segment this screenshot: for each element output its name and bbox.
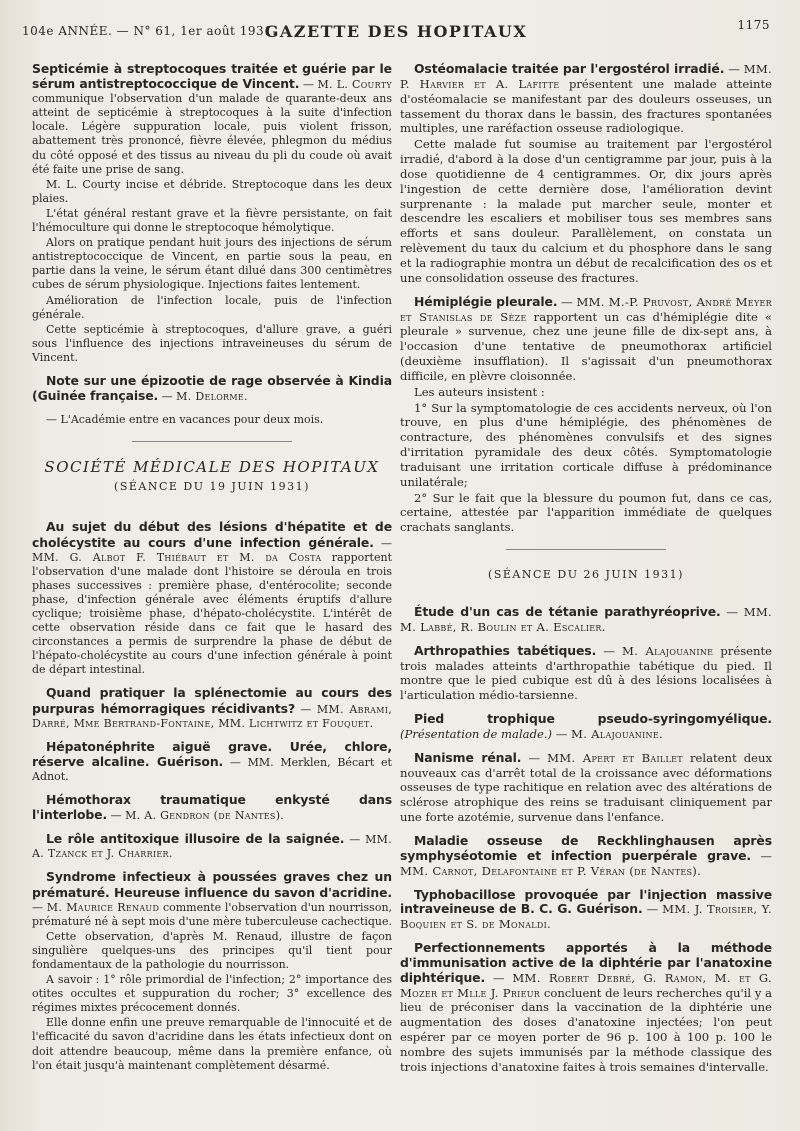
article-text: concluent de leurs recherches qu'il y a lieu de préconiser dans la vaccination de la diphtérie une augmentation des doses d'anatoxine injectées; l'on peut espérer par ce moyen porter de 96 p. 100 à 100 p. 100 le nombre des sujets immunisés par la méthode classique des trois injections d'anatoxine faites à trois semaines d'intervalle. bbox=[400, 985, 772, 1074]
article-text: rapportent un cas d'hémiplégie dite « pleurale » survenue, chez une jeune fille de dix-sept ans, à l'occasion d'une tentative de pneumothorax artificiel (deuxième insufflation). Il s'agissait d'un pneumothorax difficile, en plèvre cloisonnée. bbox=[400, 309, 772, 383]
paragraph: Cette malade fut soumise au traitement par l'ergostérol irradié, d'abord à la dose d'un centigramme par jour, puis à la dose quotidienne de 4 centigrammes. Or, dix jours après l'ingestion de cette dernière dose, l'amélioration devint surprenante : la malade put marcher seule, monter et descendre les escaliers et mobiliser tous ses membres sans efforts et sans douleur. Parallèlement, on constata un relèvement du taux du calcium et du phosphore dans le sang et la radiographie montra un début de recalcification des os et une consolidation osseuse des fractures. bbox=[400, 137, 772, 285]
paragraph: Cette septicémie à streptocoques, d'allure grave, a guéri sous l'influence des injections intraveineuses du sérum de Vincent. bbox=[32, 322, 392, 364]
article-authors: MM. Carnot, Delafontaine et P. Véran (de Nantes). bbox=[400, 863, 702, 878]
article-title: Arthropathies tabétiques. bbox=[414, 642, 597, 658]
article-note: (Présentation de malade.) bbox=[400, 726, 553, 741]
article-osteomalacie: Ostéomalacie traitée par l'ergostérol irradié. — MM. P. Harvier et A. Lafitte présentent une malade atteinte d'ostéomalacie se manifestant par des douleurs osseuses, un tassement du thorax dans le bassin, des fractures spontanées multiples, une raréfaction osseuse radiologique. Cette malade fut soumise au traitement par l'ergostérol irradié, d'abord à la dose d'un centigramme par jour, puis à la dose quotidienne de 4 centigrammes. Or, dix jours après l'ingestion de cette dernière dose, l'amélioration devint surprenante : la malade put marcher seule, monter et descendre les escaliers et mobiliser tous ses membres sans efforts et sans douleur. Parallèlement, on constata un relèvement du taux du calcium et du phosphore dans le sang et la radiographie montra un début de recalcification des os et une consolidation osseuse des fractures. bbox=[400, 62, 772, 285]
article-reckhlinghausen: Maladie osseuse de Reckhlinghausen après symphyséotomie et infection puerpérale grave. — MM. Carnot, Delafontaine et P. Véran (de Nantes). bbox=[400, 832, 772, 878]
article-text: commente l'observation d'un nourrisson, prématuré né à sept mois d'une mère tuberculeuse cachectique. bbox=[32, 900, 392, 928]
article-title: Note sur une épizootie de rage observée à Kindia (Guinée française. bbox=[32, 372, 392, 404]
article-title: Perfectionnements apportés à la méthode d'immunisation active de la diphtérie par l'anatoxine diphtérique. bbox=[400, 940, 772, 985]
article-title: Septicémie à streptocoques traitée et guérie par le sérum antistreptococcique de Vincent. bbox=[32, 62, 392, 92]
article-acridine: Syndrome infectieux à poussées graves chez un prématuré. Heureuse influence du savon d'acridine. — M. Maurice Renaud commente l'observation d'un nourrisson, prématuré né à sept mois d'une mère tuberculeuse cachectique. Cette observation, d'après M. Renaud, illustre de façon singulière quelques-uns des principes qu'il tient pour fondamentaux de la pathologie du nourrisson. A savoir : 1° rôle primordial de l'infection; 2° importance des otites occultes et suppuration du rocher; 3° excellence des régimes mixtes précocement donnés. Elle donne enfin une preuve remarquable de l'innocuité et de l'efficacité du savon d'acridine dans les états infectieux dont on doit attendre beaucoup, même dans la première enfance, où l'on était jusqu'à maintenant complètement désarmé. bbox=[32, 869, 392, 1072]
article-title: Nanisme rénal. bbox=[414, 749, 522, 765]
article-typhobacillose: Typhobacillose provoquée par l'injection massive intraveineuse de B. C. G. Guérison. — MM. J. Troisier, Y. Boquien et S. de Monaldi. bbox=[400, 886, 772, 932]
article-text: communique l'observation d'un malade de quarante-deux ans atteint de septicémie à streptocoques à la suite d'infection locale. Légère suppuration locale, puis violent frisson, abattement très prononcé, fièvre élevée, phlegmon du médius du côté opposé et des tissus au niveau du pli du coude où avait été faite une prise de sang. bbox=[32, 92, 392, 176]
session-date: (SÉANCE DU 19 JUIN 1931) bbox=[114, 480, 310, 494]
article-tetanie: Étude d'un cas de tétanie parathyréoprive. — MM. M. Labbé, R. Boulin et A. Escalier. bbox=[400, 604, 772, 634]
article-text: L'Académie entre en vacances pour deux mois. bbox=[60, 413, 324, 427]
article-nanisme: Nanisme rénal. — MM. Apert et Baillet relatent deux nouveaux cas d'arrêt total de la croissance avec déformations osseuses de type rachitique en relation avec des altérations de sclérose atrophique des reins se traduisant cliniquement par une forte azotémie, survenue dans l'enfance. bbox=[400, 749, 772, 825]
article-authors: MM. P. Harvier et A. Lafitte bbox=[400, 62, 772, 91]
page-header bbox=[22, 14, 770, 42]
paragraph: Les auteurs insistent : bbox=[414, 384, 545, 399]
article-authors: M. Maurice Renaud bbox=[46, 900, 160, 914]
article-authors: M. Alajouanine. bbox=[571, 726, 663, 741]
article-saignee: Le rôle antitoxique illusoire de la saignée. — MM. A. Tzanck et J. Charrier. bbox=[32, 831, 392, 861]
article-authors: M. Alajouanine bbox=[621, 643, 714, 658]
article-arthropathies: Arthropathies tabétiques. — M. Alajouanine présente trois malades atteints d'arthropathie tabétique du pied. Il montre que le pied cubique est dû à des lésions localisées à l'articulation médio-tarsienne. bbox=[400, 642, 772, 703]
paragraph: Cette observation, d'après M. Renaud, illustre de façon singulière quelques-uns des principes qu'il tient pour fondamentaux de la pathologie du nourrisson. bbox=[32, 929, 392, 971]
list-item: 1° Sur la symptomatologie de ces accidents nerveux, où l'on trouve, en plus d'une hémiplégie, des phénomènes de contracture, des phénomènes convulsifs et des signes d'irritation pyramidale des deux côtés. Symptomatologie traduisant une irritation corticale diffuse à prédominance unilatérale; bbox=[400, 400, 772, 489]
article-authors: MM. Merklen, Bécart et Adnot. bbox=[32, 755, 392, 783]
article-title: Maladie osseuse de Reckhlinghausen après symphyséotomie et infection puerpérale grave. bbox=[400, 832, 772, 863]
article-splenectomie: Quand pratiquer la splénectomie au cours des purpuras hémorragiques récidivants? — MM. Abrami, Darré, Mme Bertrand-Fontaine, MM. Lichtwitz et Fouquet. bbox=[32, 685, 392, 730]
article-septicemie: Septicémie à streptocoques traitée et guérie par le sérum antistreptococcique de Vincent. — M. L. Courty communique l'observation d'un malade de quarante-deux ans atteint de septicémie à streptocoques à la suite d'infection locale. Légère suppuration locale, puis violent frisson, abattement très prononcé, fièvre élevée, phlegmon du médius du côté opposé et des tissus au niveau du pli du coude où avait été faite une prise de sang. M. L. Courty incise et débride. Streptocoque dans les deux plaies. L'état général restant grave et la fièvre persistante, on fait l'hémoculture qui donne le streptocoque hémolytique. Alors on pratique pendant huit jours des injections de sérum antistreptococcique de Vincent, en partie sous la peau, en partie dans la veine, le sérum étant dilué dans 300 centimètres cubes de sérum physiologique. Injections faites lentement. Amélioration de l'infection locale, puis de l'infection générale. Cette septicémie à streptocoques, d'allure grave, a guéri sous l'influence des injections intraveineuses du sérum de Vincent. bbox=[32, 62, 392, 364]
article-pied-trophique: Pied trophique pseudo-syringomyélique. (Présentation de malade.) — M. Alajouanine. bbox=[400, 711, 772, 741]
article-title: Hépatonéphrite aiguë grave. Urée, chlore, réserve alcaline. Guérison. bbox=[32, 738, 392, 769]
paragraph: Elle donne enfin une preuve remarquable de l'innocuité et de l'efficacité du savon d'acridine dans les états infectieux dont on doit attendre beaucoup, même dans la première enfance, où l'on était jusqu'à maintenant complètement désarmé. bbox=[32, 1016, 392, 1072]
article-title: Étude d'un cas de tétanie parathyréoprive. bbox=[414, 604, 721, 619]
article-title: Ostéomalacie traitée par l'ergostérol irradié. bbox=[414, 62, 725, 76]
article-title: Hémothorax traumatique enkysté dans l'interlobe. bbox=[32, 792, 392, 823]
article-title: Quand pratiquer la splénectomie au cours des purpuras hémorragiques récidivants? bbox=[32, 685, 392, 716]
separator bbox=[132, 441, 292, 442]
right-column bbox=[400, 62, 772, 1122]
article-text: rapportent l'observation d'une malade dont l'histoire se déroula en trois phases successives : première phase, d'entérocolite; seconde phase, d'infection générale avec éléments éruptifs d'allure cyclique; troisième phase, d'hépato-cholécystite. L'intérêt de cette observation réside dans ce fait que le hasard des circonstances a permis de surprendre la phase de début de l'hépato-cholécystite au cours d'une infection générale à point de départ intestinal. bbox=[32, 550, 392, 677]
article-authors: M. L. Courty bbox=[317, 78, 392, 92]
article-hemothorax: Hémothorax traumatique enkysté dans l'interlobe. — M. A. Gendron (de Nantes). bbox=[32, 792, 392, 823]
separator bbox=[506, 549, 666, 550]
article-text: présentent une malade atteinte d'ostéomalacie se manifestant par des douleurs osseuses, un tassement du thorax dans le bassin, des fractures spontanées multiples, une raréfaction osseuse radiologique. bbox=[400, 76, 772, 136]
article-title: Pied trophique pseudo-syringomyélique. bbox=[414, 711, 772, 727]
article-title: Typhobacillose provoquée par l'injection massive intraveineuse de B. C. G. Guérison. bbox=[400, 886, 772, 917]
article-title: Le rôle antitoxique illusoire de la saignée. bbox=[46, 831, 345, 847]
left-column bbox=[32, 62, 392, 1122]
article-text: relatent deux nouveaux cas d'arrêt total de la croissance avec déformations osseuses de type rachitique en relation avec des altérations de sclérose atrophique des reins se traduisant cliniquement par une forte azotémie, survenue dans l'enfance. bbox=[400, 750, 772, 825]
paragraph: Amélioration de l'infection locale, puis de l'infection générale. bbox=[32, 293, 392, 321]
paragraph: Alors on pratique pendant huit jours des injections de sérum antistreptococcique de Vincent, en partie sous la peau, en partie dans la veine, le sérum étant dilué dans 300 centimètres cubes de sérum physiologique. Injections faites lentement. bbox=[32, 236, 392, 292]
article-rage: Note sur une épizootie de rage observée à Kindia (Guinée française. — M. Delorme. bbox=[32, 372, 392, 404]
article-authors: MM. Abrami, Darré, Mme Bertrand-Fontaine, MM. Lichtwitz et Fouquet. bbox=[32, 702, 392, 730]
paragraph: A savoir : 1° rôle primordial de l'infection; 2° importance des otites occultes et suppuration du rocher; 3° excellence des régimes mixtes précocement donnés. bbox=[32, 973, 392, 1015]
list-item: 2° Sur le fait que la blessure du poumon fut, dans ce cas, certaine, attestée par l'apparition immédiate de quelques crachats sanglants. bbox=[400, 490, 772, 535]
session-date: (SÉANCE DU 26 JUIN 1931) bbox=[488, 568, 684, 582]
article-authors: MM. M. Labbé, R. Boulin et A. Escalier. bbox=[400, 605, 772, 634]
article-title: Syndrome infectieux à poussées graves chez un prématuré. Heureuse influence du savon d'acridine. bbox=[32, 869, 392, 900]
article-diphterie: Perfectionnements apportés à la méthode d'immunisation active de la diphtérie par l'anatoxine diphtérique. — MM. Robert Debré, G. Ramon, M. et G. Mozer et Mlle J. Prieur concluent de leurs recherches qu'il y a lieu de préconiser dans la vaccination de la diphtérie une augmentation des doses d'anatoxine injectées; l'on peut espérer par ce moyen porter de 96 p. 100 à 100 p. 100 le nombre des sujets immunisés par la méthode classique des trois injections d'anatoxine faites à trois semaines d'intervalle. bbox=[400, 940, 772, 1074]
article-hepatonephrite: Hépatonéphrite aiguë grave. Urée, chlore, réserve alcaline. Guérison. — MM. Merklen, Bécart et Adnot. bbox=[32, 738, 392, 783]
article-authors: MM. J. Troisier, Y. Boquien et S. de Monaldi. bbox=[400, 902, 772, 932]
journal-title: GAZETTE DES HOPITAUX bbox=[264, 22, 528, 41]
issue-info: 104e ANNÉE. — N° 61, 1er août 1931. bbox=[22, 24, 277, 38]
article-text: présente trois malades atteints d'arthropathie tabétique du pied. Il montre que le pied cubique est dû à des lésions localisées à l'articulation médio-tarsienne. bbox=[400, 643, 772, 703]
article-title: Hémiplégie pleurale. bbox=[414, 293, 558, 309]
article-authors: MM. G. Albot F. Thiébaut et M. da Costa bbox=[32, 550, 322, 564]
article-authors: MM. A. Tzanck et J. Charrier. bbox=[32, 833, 392, 861]
page-number: 1175 bbox=[737, 18, 770, 32]
article-title: Au sujet du début des lésions d'hépatite et de cholécystite au cours d'une infection générale. bbox=[32, 519, 392, 550]
section-title: SOCIÉTÉ MÉDICALE DES HOPITAUX bbox=[44, 458, 380, 477]
academy-note: — L'Académie entre en vacances pour deux mois. bbox=[46, 413, 324, 427]
article-authors: MM. Robert Debré, G. Ramon, M. et G. Mozer et Mlle J. Prieur bbox=[400, 970, 772, 1000]
paragraph: L'état général restant grave et la fièvre persistante, on fait l'hémoculture qui donne le streptocoque hémolytique. bbox=[32, 206, 392, 235]
article-hemiplegie: Hémiplégie pleurale. — MM. M.-P. Pruvost, André Meyer et Stanislas de Sèze rapportent un cas d'hémiplégie dite « pleurale » survenue, chez une jeune fille de dix-sept ans, à l'occasion d'une tentative de pneumothorax artificiel (deuxième insufflation). Il s'agissait d'un pneumothorax difficile, en plèvre cloisonnée. Les auteurs insistent : 1° Sur la symptomatologie de ces accidents nerveux, où l'on trouve, en plus d'une hémiplégie, des phénomènes de contracture, des phénomènes convulsifs et des signes d'irritation pyramidale des deux côtés. Symptomatologie traduisant une irritation corticale diffuse à prédominance unilatérale; 2° Sur le fait que la blessure du poumon fut, dans ce cas, certaine, attestée par l'apparition immédiate de quelques crachats sanglants. bbox=[400, 293, 772, 535]
article-authors: MM. M.-P. Pruvost, André Meyer et Stanislas de Sèze bbox=[400, 294, 772, 324]
article-authors: MM. Apert et Baillet bbox=[547, 750, 683, 765]
article-hepatite: Au sujet du début des lésions d'hépatite et de cholécystite au cours d'une infection générale. — MM. G. Albot F. Thiébaut et M. da Costa rapportent l'observation d'une malade dont l'histoire se déroula en trois phases successives : première phase, d'entérocolite; seconde phase, d'infection générale avec éléments éruptifs d'allure cyclique; troisième phase, d'hépato-cholécystite. L'intérêt de cette observation réside dans ce fait que le hasard des circonstances a permis de surprendre la phase de début de l'hépato-cholécystite au cours d'une infection générale à point de départ intestinal. bbox=[32, 519, 392, 677]
article-authors: M. A. Gendron (de Nantes). bbox=[125, 809, 285, 823]
article-authors: M. Delorme. bbox=[176, 390, 248, 404]
paragraph: M. L. Courty incise et débride. Streptocoque dans les deux plaies. bbox=[32, 177, 392, 205]
